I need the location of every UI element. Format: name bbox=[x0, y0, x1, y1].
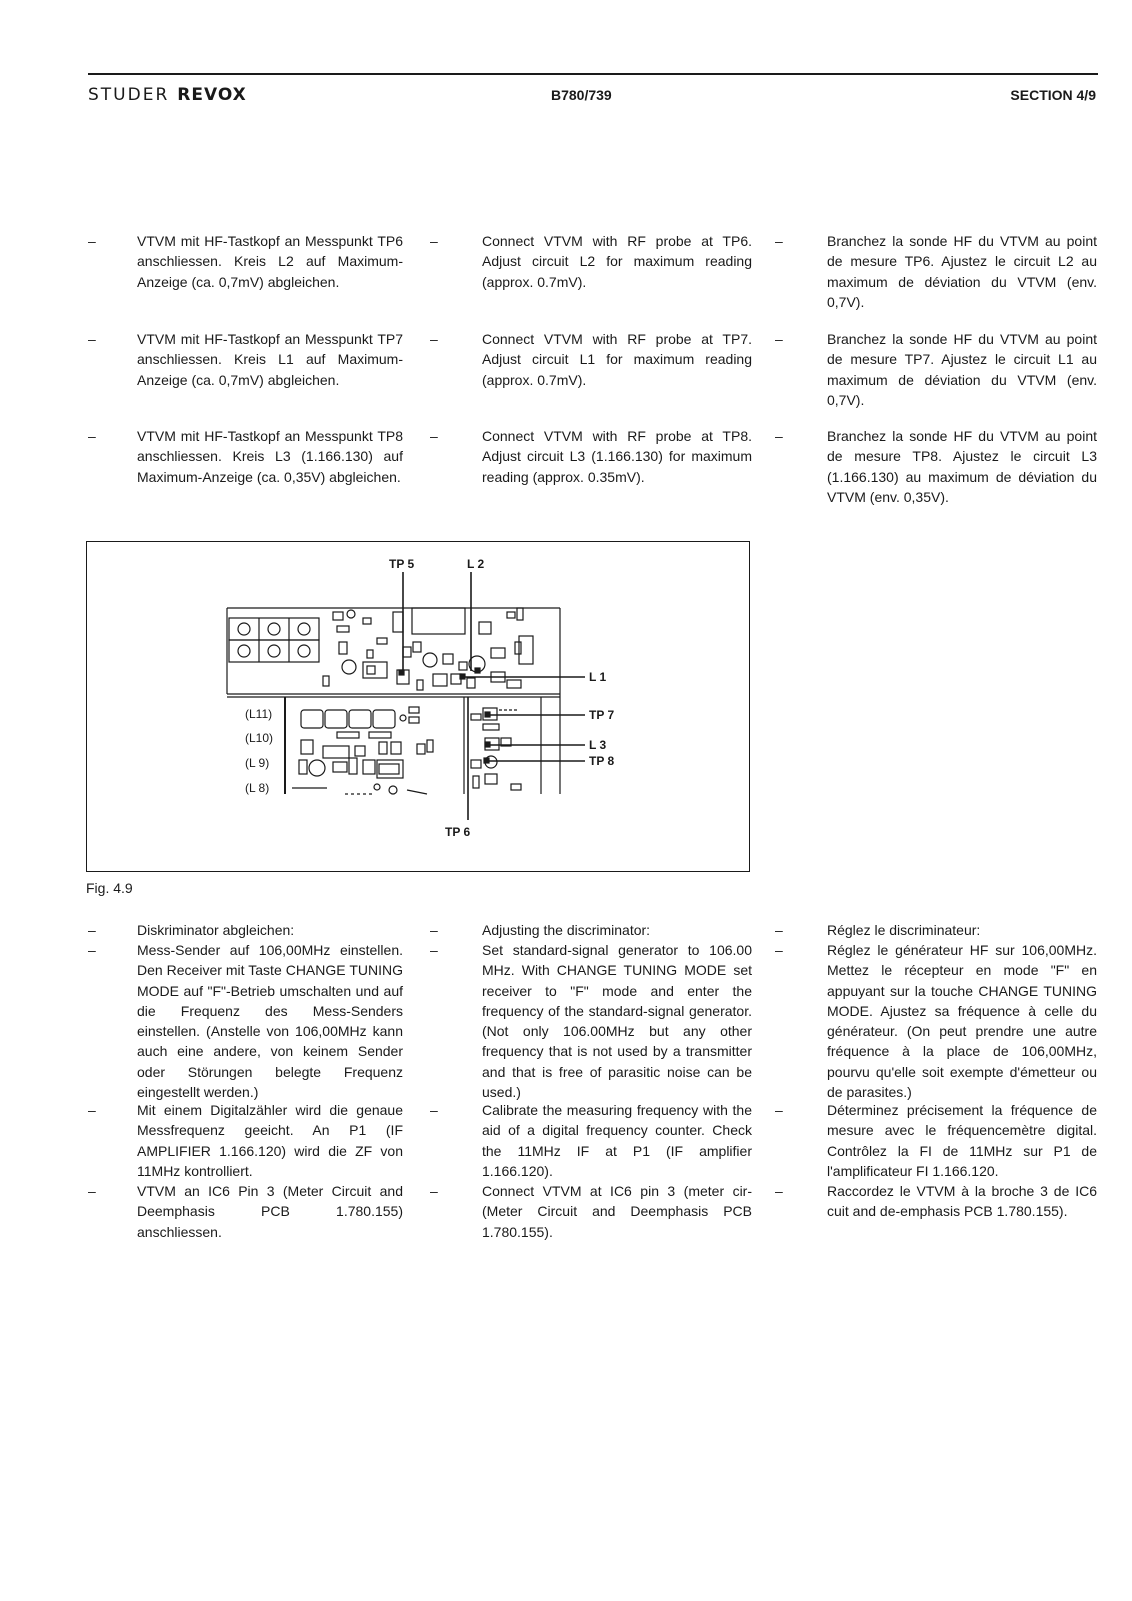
dash-marker: – bbox=[88, 331, 96, 347]
bottom-step-3-fr: Déterminez précisement la fréquence de mesure avec le fréquencemètre digital. Contrôlez la FI de 11MHz sur P1 de l'amplificateur FI 1.166.120. bbox=[827, 1102, 1097, 1179]
bottom-step-4-de: VTVM an IC6 Pin 3 (Meter Circuit and Deemphasis PCB 1.780.155) anschliessen. bbox=[137, 1183, 403, 1240]
dash-marker: – bbox=[88, 233, 96, 249]
step-1-en: Connect VTVM with RF probe at TP6. Adjust circuit L2 for maximum reading (approx. 0.7mV). bbox=[482, 233, 752, 290]
label-l3: L 3 bbox=[589, 738, 607, 752]
bottom-step-4-fr: Raccordez le VTVM à la broche 3 de IC6 cuit and de-emphasis PCB 1.780.155). bbox=[827, 1183, 1097, 1220]
dash-marker: – bbox=[430, 331, 438, 347]
label-l9: (L 9) bbox=[245, 756, 270, 770]
label-l11: (L11) bbox=[245, 707, 273, 721]
pcb-components-lower-right bbox=[471, 708, 521, 790]
bottom-step-2-en: Set standard-signal generator to 106.00 MHz. With CHANGE TUNING MODE set receiver to "F" mode and enter the frequency of the standard-signal generator. (Not only 106.00MHz but any other frequency that is not used by a transmitter and that is free of parasitic noise can be used.) bbox=[482, 942, 752, 1101]
dash-marker: – bbox=[775, 233, 783, 249]
bottom-step-4-en: Connect VTVM at IC6 pin 3 (meter cir- (Meter Circuit and Deemphasis PCB 1.780.155). bbox=[482, 1183, 752, 1240]
bottom-step-3-en: Calibrate the measuring frequency with the aid of a digital frequency counter. Check the 11MHz IF at P1 (IF amplifier 1.166.120). bbox=[482, 1102, 752, 1179]
pcb-layout-drawing bbox=[87, 542, 751, 873]
model-number: B780/739 bbox=[551, 87, 612, 103]
dash-marker: – bbox=[775, 1183, 783, 1199]
bottom-step-1-en: Adjusting the discriminator: bbox=[482, 922, 651, 938]
label-l10: (L10) bbox=[245, 731, 274, 745]
dash-marker: – bbox=[775, 331, 783, 347]
bottom-step-1-de: Diskriminator abgleichen: bbox=[137, 922, 295, 938]
step-3-de: VTVM mit HF-Tastkopf an Messpunkt TP8 anschliessen. Kreis L3 (1.166.130) auf Maximum-Anzeige (ca. 0,35V) abgleichen. bbox=[137, 428, 403, 485]
dash-marker: – bbox=[775, 942, 783, 958]
dash-marker: – bbox=[430, 1183, 438, 1199]
label-tp8: TP 8 bbox=[589, 754, 615, 768]
step-3-fr: Branchez la sonde HF du VTVM au point de mesure TP8. Ajustez le circuit L3 (1.166.130) au maximum de déviation du VTVM (env. 0,35V). bbox=[827, 428, 1097, 505]
brand-studer: STUDER bbox=[88, 85, 170, 105]
dash-marker: – bbox=[775, 428, 783, 444]
test-point-markers bbox=[399, 668, 490, 763]
step-3-en: Connect VTVM with RF probe at TP8. Adjust circuit L3 (1.166.130) for maximum reading (approx. 0.35mV). bbox=[482, 428, 752, 485]
dash-marker: – bbox=[430, 922, 438, 938]
dash-marker: – bbox=[775, 922, 783, 938]
dash-marker: – bbox=[775, 1102, 783, 1118]
label-tp5: TP 5 bbox=[389, 557, 415, 571]
bottom-step-1-fr: Réglez le discriminateur: bbox=[827, 922, 981, 938]
label-l8: (L 8) bbox=[245, 781, 270, 795]
dash-marker: – bbox=[88, 1183, 96, 1199]
page-header bbox=[88, 73, 1098, 105]
connector-block bbox=[229, 618, 319, 662]
brand-logo bbox=[88, 85, 247, 105]
step-1-de: VTVM mit HF-Tastkopf an Messpunkt TP6 anschliessen. Kreis L2 auf Maximum-Anzeige (ca. 0,7mV) abgleichen. bbox=[137, 233, 403, 290]
step-2-de: VTVM mit HF-Tastkopf an Messpunkt TP7 anschliessen. Kreis L1 auf Maximum-Anzeige (ca. 0,7mV) abgleichen. bbox=[137, 331, 403, 388]
pcb-components-lower-left bbox=[292, 707, 433, 794]
step-1-fr: Branchez la sonde HF du VTVM au point de mesure TP6. Ajustez le circuit L2 au maximum de déviation du VTVM (env. 0,7V). bbox=[827, 233, 1097, 310]
label-l2: L 2 bbox=[467, 557, 485, 571]
dash-marker: – bbox=[430, 233, 438, 249]
bottom-step-2-de: Mess-Sender auf 106,00MHz einstellen. Den Receiver mit Taste CHANGE TUNING MODE auf "F"-Betrieb umschalten und auf die Frequenz des Mess-Senders einstellen. (Anstelle von 106,00MHz kann auch eine andere, von keinem Sender oder Störungen belegte Frequenz eingestellt werden.) bbox=[137, 942, 403, 1101]
label-tp7: TP 7 bbox=[589, 708, 615, 722]
pcb-figure bbox=[86, 541, 750, 872]
brand-revox: REVOX bbox=[177, 85, 247, 105]
section-label: SECTION 4/9 bbox=[1010, 87, 1096, 103]
figure-caption: Fig. 4.9 bbox=[86, 880, 133, 896]
bottom-step-2-fr: Réglez le générateur HF sur 106,00MHz. Mettez le récepteur en mode "F" en appuyant sur la touche CHANGE TUNING MODE. Ajustez sa fréquence à celle du générateur. (On peut prendre une autre fréquence à la place de 106,00MHz, pourvu qu'elle soit exempte d'émetteur ou de parasites.) bbox=[827, 942, 1097, 1101]
dash-marker: – bbox=[88, 428, 96, 444]
bottom-step-3-de: Mit einem Digitalzähler wird die genaue Messfrequenz geeicht. An P1 (IF AMPLIFIER 1.166.120) wird die ZF von 11MHz kontrolliert. bbox=[137, 1102, 403, 1179]
dash-marker: – bbox=[88, 922, 96, 938]
dash-marker: – bbox=[88, 942, 96, 958]
dash-marker: – bbox=[430, 428, 438, 444]
leader-lines bbox=[403, 572, 585, 820]
step-2-fr: Branchez la sonde HF du VTVM au point de mesure TP7. Ajustez le circuit L1 au maximum de déviation du VTVM (env. 0,7V). bbox=[827, 331, 1097, 408]
dash-marker: – bbox=[88, 1102, 96, 1118]
step-2-en: Connect VTVM with RF probe at TP7. Adjust circuit L1 for maximum reading (approx. 0.7mV). bbox=[482, 331, 752, 388]
dash-marker: – bbox=[430, 942, 438, 958]
label-tp6: TP 6 bbox=[445, 825, 471, 839]
label-l1: L 1 bbox=[589, 670, 607, 684]
dash-marker: – bbox=[430, 1102, 438, 1118]
